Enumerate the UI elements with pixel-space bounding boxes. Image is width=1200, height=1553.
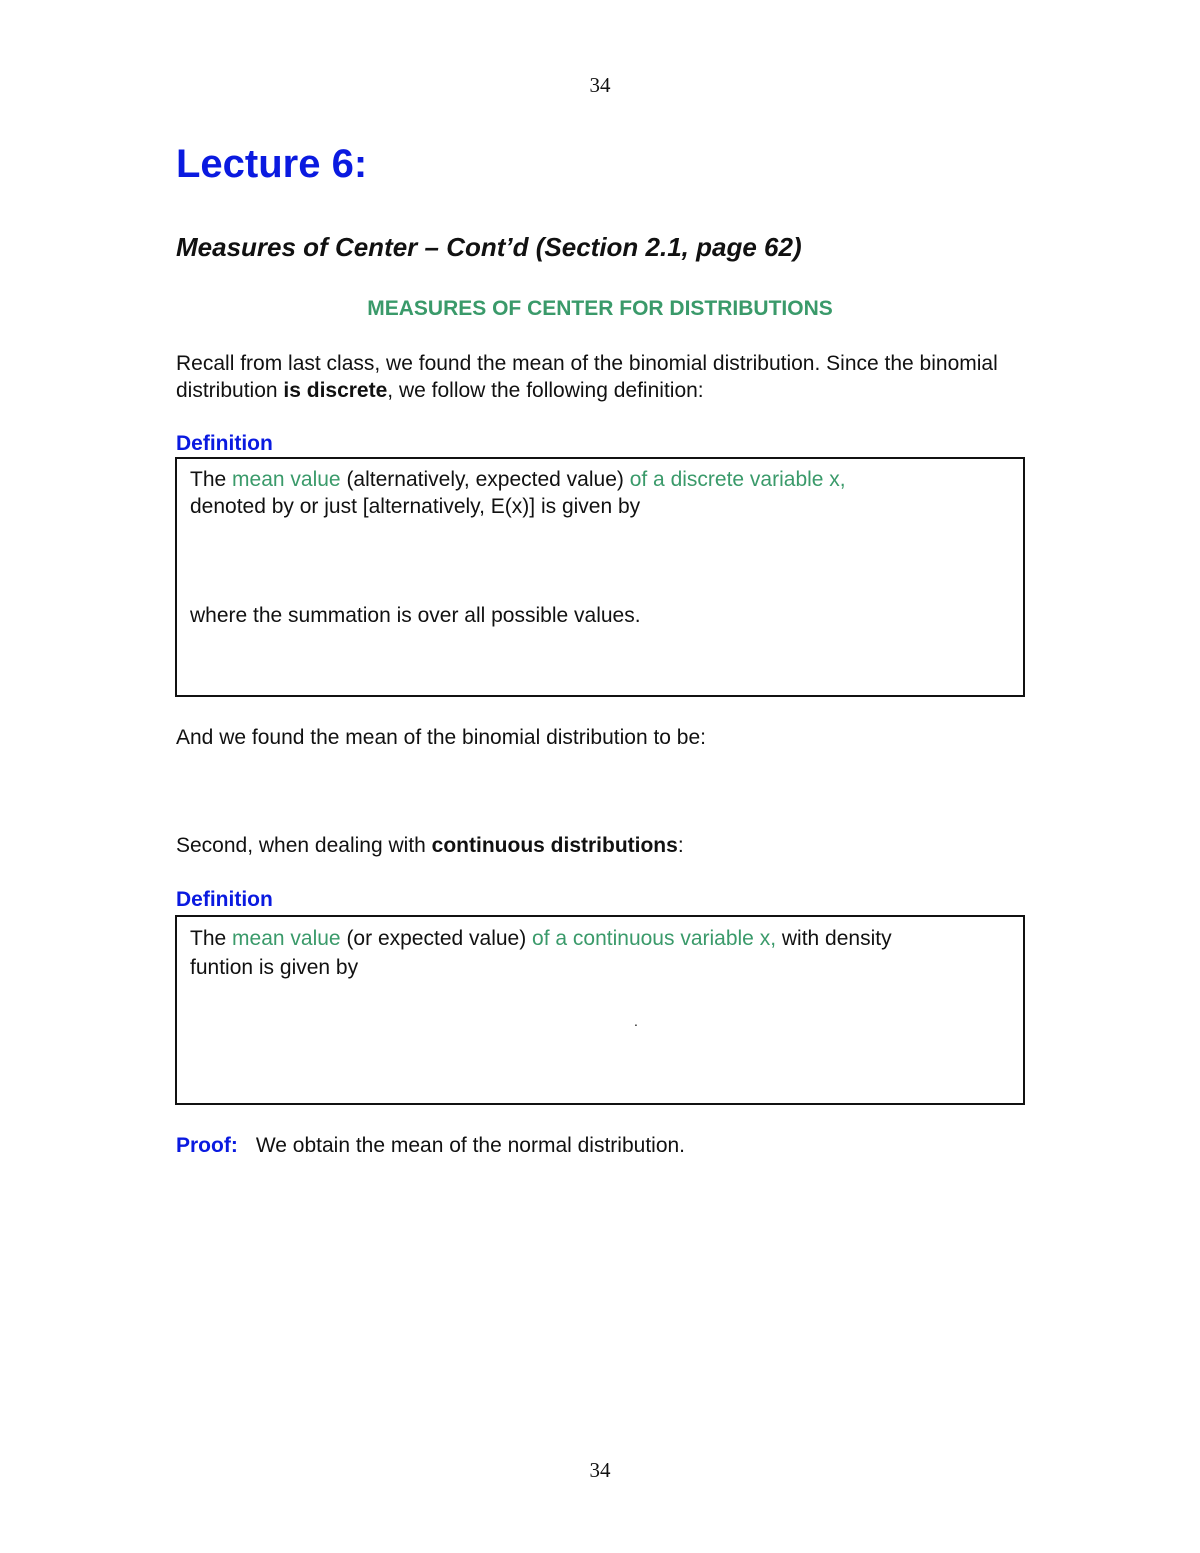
discrete-def-text-b: (alternatively, expected value) (340, 468, 630, 491)
page-number-top: 34 (589, 73, 611, 97)
page-number-bottom: 34 (589, 1458, 611, 1482)
recall-text-1: Recall from last class, we found the mean of the binomial distribution. Since the binomial distribution (176, 352, 998, 402)
discrete-def-line-1 (190, 466, 1000, 493)
section-title: Measures of Center – Cont’d (Section 2.1, page 62) (176, 232, 802, 262)
proof-paragraph (176, 1132, 1026, 1159)
continuous-text-1: Second, when dealing with (176, 834, 432, 857)
lecture-title: Lecture 6: (176, 142, 368, 186)
continuous-variable-term: of a continuous variable x, (532, 927, 777, 950)
proof-text: We obtain the mean of the normal distribution. (255, 1134, 686, 1157)
mean-value-term: mean value (232, 468, 341, 491)
proof-label: Proof: (176, 1134, 238, 1157)
measures-heading: MEASURES OF CENTER FOR DISTRIBUTIONS (367, 297, 833, 320)
discrete-definition-box (175, 457, 1025, 697)
mean-value-term-2: mean value (232, 927, 341, 950)
continuous-definition-box (175, 915, 1025, 1105)
continuous-bold: continuous distributions (431, 834, 678, 857)
binomial-mean-text: And we found the mean of the binomial distribution to be: (176, 726, 707, 749)
discrete-def-line-2: denoted by or just [alternatively, E(x)] is given by (190, 495, 641, 518)
continuous-def-text-c: with density (776, 927, 892, 950)
discrete-def-line-3: where the summation is over all possible values. (190, 604, 641, 627)
continuous-def-text-b: (or expected value) (340, 927, 533, 950)
continuous-text-2: : (677, 834, 684, 857)
recall-paragraph (176, 350, 1026, 404)
continuous-paragraph (176, 832, 1026, 859)
definition-label-discrete: Definition (176, 432, 273, 455)
continuous-def-text-a: The (190, 927, 233, 950)
definition-label-continuous: Definition (176, 888, 273, 911)
discrete-variable-term: of a discrete variable x, (629, 468, 846, 491)
continuous-def-line-1 (190, 925, 1000, 952)
recall-bold: is discrete (283, 379, 388, 402)
discrete-def-text-a: The (190, 468, 233, 491)
formula-dot: . (634, 1013, 638, 1029)
recall-text-2: , we follow the following definition: (387, 379, 704, 402)
continuous-def-line-2: funtion is given by (190, 956, 359, 979)
